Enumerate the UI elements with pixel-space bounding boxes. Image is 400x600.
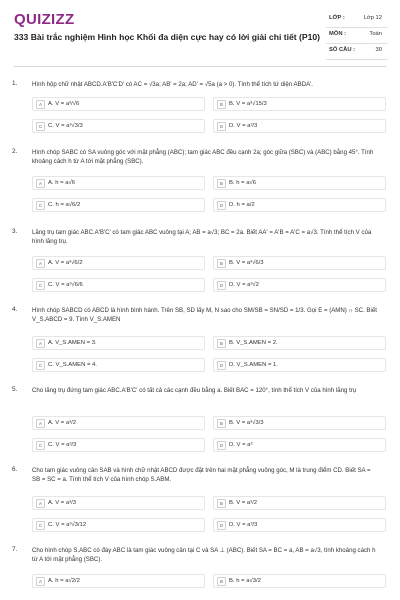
option-letter-badge: B xyxy=(217,577,226,586)
option-d[interactable] xyxy=(213,198,386,212)
option-letter-badge: A xyxy=(36,259,45,268)
option-b[interactable] xyxy=(213,256,386,270)
option-letter-badge: A xyxy=(36,100,45,109)
option-letter-badge: C xyxy=(36,201,45,210)
option-text: D. V_S.AMEN = 1. xyxy=(229,362,278,368)
meta-value: Toán xyxy=(369,31,382,37)
meta-row-question-count xyxy=(326,44,388,60)
option-d[interactable] xyxy=(213,358,386,372)
option-letter-badge: A xyxy=(36,419,45,428)
meta-value: 30 xyxy=(375,47,382,53)
option-b[interactable] xyxy=(213,176,386,190)
option-text: B. V = a³√3/3 xyxy=(229,420,264,426)
option-c[interactable] xyxy=(32,119,205,133)
question-number: 3. xyxy=(12,228,18,235)
option-letter-badge: B xyxy=(217,100,226,109)
option-letter-badge: A xyxy=(36,179,45,188)
option-letter-badge: D xyxy=(217,521,226,530)
option-letter-badge: C xyxy=(36,441,45,450)
option-text: C. V = a³/3 xyxy=(48,442,77,448)
option-letter-badge: C xyxy=(36,122,45,131)
option-letter-badge: A xyxy=(36,499,45,508)
option-text: B. h = a√6 xyxy=(229,180,256,186)
option-text: A. h = a√6 xyxy=(48,180,75,186)
option-d[interactable] xyxy=(213,438,386,452)
header xyxy=(0,0,400,62)
option-letter-badge: B xyxy=(217,419,226,428)
option-b[interactable] xyxy=(213,336,386,350)
question-number: 7. xyxy=(12,546,18,553)
option-letter-badge: A xyxy=(36,577,45,586)
option-c[interactable] xyxy=(32,358,205,372)
option-text: B. V = a³√6/3 xyxy=(229,260,264,266)
option-letter-badge: B xyxy=(217,339,226,348)
option-c[interactable] xyxy=(32,438,205,452)
option-text: C. h = a√6/2 xyxy=(48,202,81,208)
option-c[interactable] xyxy=(32,518,205,532)
question-number: 1. xyxy=(12,80,18,87)
option-letter-badge: C xyxy=(36,361,45,370)
option-text: C. V = a³√6/6 xyxy=(48,282,83,288)
option-letter-badge: D xyxy=(217,122,226,131)
question-number: 5. xyxy=(12,386,18,393)
option-text: B. V_S.AMEN = 2. xyxy=(229,340,278,346)
question-text: Lăng trụ tam giác ABC.A'B'C' có tam giác ABC vuông tại A; AB = a√3; BC = 2a. Biết AA' = A'B = A'C = a√3. Tính thể tích V của hình lăng trụ. xyxy=(32,229,372,245)
option-a[interactable] xyxy=(32,416,205,430)
option-letter-badge: C xyxy=(36,281,45,290)
quizizz-logo: QUIZIZZ xyxy=(14,11,75,28)
option-b[interactable] xyxy=(213,416,386,430)
option-letter-badge: B xyxy=(217,499,226,508)
option-letter-badge: D xyxy=(217,281,226,290)
option-letter-badge: A xyxy=(36,339,45,348)
meta-row-class xyxy=(326,12,388,28)
option-text: A. V = a³/3 xyxy=(48,500,76,506)
option-letter-badge: C xyxy=(36,521,45,530)
meta-key: LỚP : xyxy=(329,15,345,21)
option-text: D. V = a³ xyxy=(229,442,253,448)
option-letter-badge: B xyxy=(217,259,226,268)
option-letter-badge: D xyxy=(217,361,226,370)
option-text: B. V = a³/2 xyxy=(229,500,257,506)
meta-table xyxy=(326,12,388,60)
option-d[interactable] xyxy=(213,119,386,133)
option-text: C. V = a³√3/12 xyxy=(48,522,87,528)
option-text: D. V = a³/3 xyxy=(229,522,258,528)
option-b[interactable] xyxy=(213,496,386,510)
option-letter-badge: D xyxy=(217,441,226,450)
option-d[interactable] xyxy=(213,518,386,532)
question-number: 4. xyxy=(12,306,18,313)
option-text: C. V = a³√3/3 xyxy=(48,123,83,129)
option-c[interactable] xyxy=(32,198,205,212)
option-text: A. V = a³√6/2 xyxy=(48,260,83,266)
option-text: A. V = a³/2 xyxy=(48,420,76,426)
question-text: Cho tam giác vuông cân SAB và hình chữ nhật ABCD được đặt trên hai mặt phẳng vuông góc, M là trung điểm CD. Biết SA = SB = SC = a. Tính thể tích V của hình chóp S.ABM. xyxy=(32,467,371,483)
document-title: 333 Bài trắc nghiệm Hình học Khối đa diện cực hay có lời giải chi tiết (P10) xyxy=(14,32,321,42)
option-d[interactable] xyxy=(213,278,386,292)
option-text: D. h = a/2 xyxy=(229,202,255,208)
option-letter-badge: B xyxy=(217,179,226,188)
header-divider xyxy=(14,66,386,67)
option-text: B. V = a³√15/3 xyxy=(229,101,267,107)
question-text: Hình hộp chữ nhật ABCD.A'B'C'D' có AC = √3a; AB' = 2a; AD' = √5a (a > 0). Tính thể tích tứ diện ABDA'. xyxy=(32,81,313,88)
option-a[interactable] xyxy=(32,97,205,111)
option-a[interactable] xyxy=(32,496,205,510)
option-c[interactable] xyxy=(32,278,205,292)
meta-row-subject xyxy=(326,28,388,44)
option-a[interactable] xyxy=(32,336,205,350)
option-a[interactable] xyxy=(32,256,205,270)
option-text: A. h = a√2/2 xyxy=(48,578,80,584)
meta-value: Lớp 12 xyxy=(363,15,382,21)
question-text: Hình chóp SABCD có ABCD là hình bình hành. Trên SB, SD lấy M, N sao cho SM/SB = SN/SD = 1/3. Gọi E = (AMN) ∩ SC. Biết V_S.ABCD = 9. Tính V_S.AMEN xyxy=(32,307,377,323)
option-text: A. V = a³/√6 xyxy=(48,101,80,107)
question-text: Hình chóp SABC có SA vuông góc với mặt phẳng (ABC); tam giác ABC đều cạnh 2a; góc giữa (SBC) và (ABC) bằng 45°. Tính khoảng cách h từ A tới mặt phẳng (SBC). xyxy=(32,149,374,165)
option-text: D. V = a³/3 xyxy=(229,123,258,129)
option-b[interactable] xyxy=(213,97,386,111)
option-text: D. V = a³√2 xyxy=(229,282,259,288)
option-text: A. V_S.AMEN = 3. xyxy=(48,340,97,346)
question-text: Cho hình chóp S.ABC có đáy ABC là tam giác vuông cân tại C và SA ⊥ (ABC). Biết SA = BC = a, AB = a√3, tính khoảng cách h từ A tới mặt phẳng (SBC). xyxy=(32,547,376,563)
question-number: 6. xyxy=(12,466,18,473)
option-a[interactable] xyxy=(32,176,205,190)
meta-key: SỐ CÂU : xyxy=(329,47,356,53)
option-text: C. V_S.AMEN = 4. xyxy=(48,362,97,368)
meta-key: MÔN : xyxy=(329,31,347,37)
question-number: 2. xyxy=(12,148,18,155)
option-b[interactable] xyxy=(213,574,386,588)
option-text: B. h = a√3/2 xyxy=(229,578,261,584)
question-text: Cho lăng trụ đứng tam giác ABC.A'B'C' có tất cả các cạnh đều bằng a. Biết BAC = 120°, tính thể tích V của hình lăng trụ xyxy=(32,387,357,394)
option-a[interactable] xyxy=(32,574,205,588)
option-letter-badge: D xyxy=(217,201,226,210)
